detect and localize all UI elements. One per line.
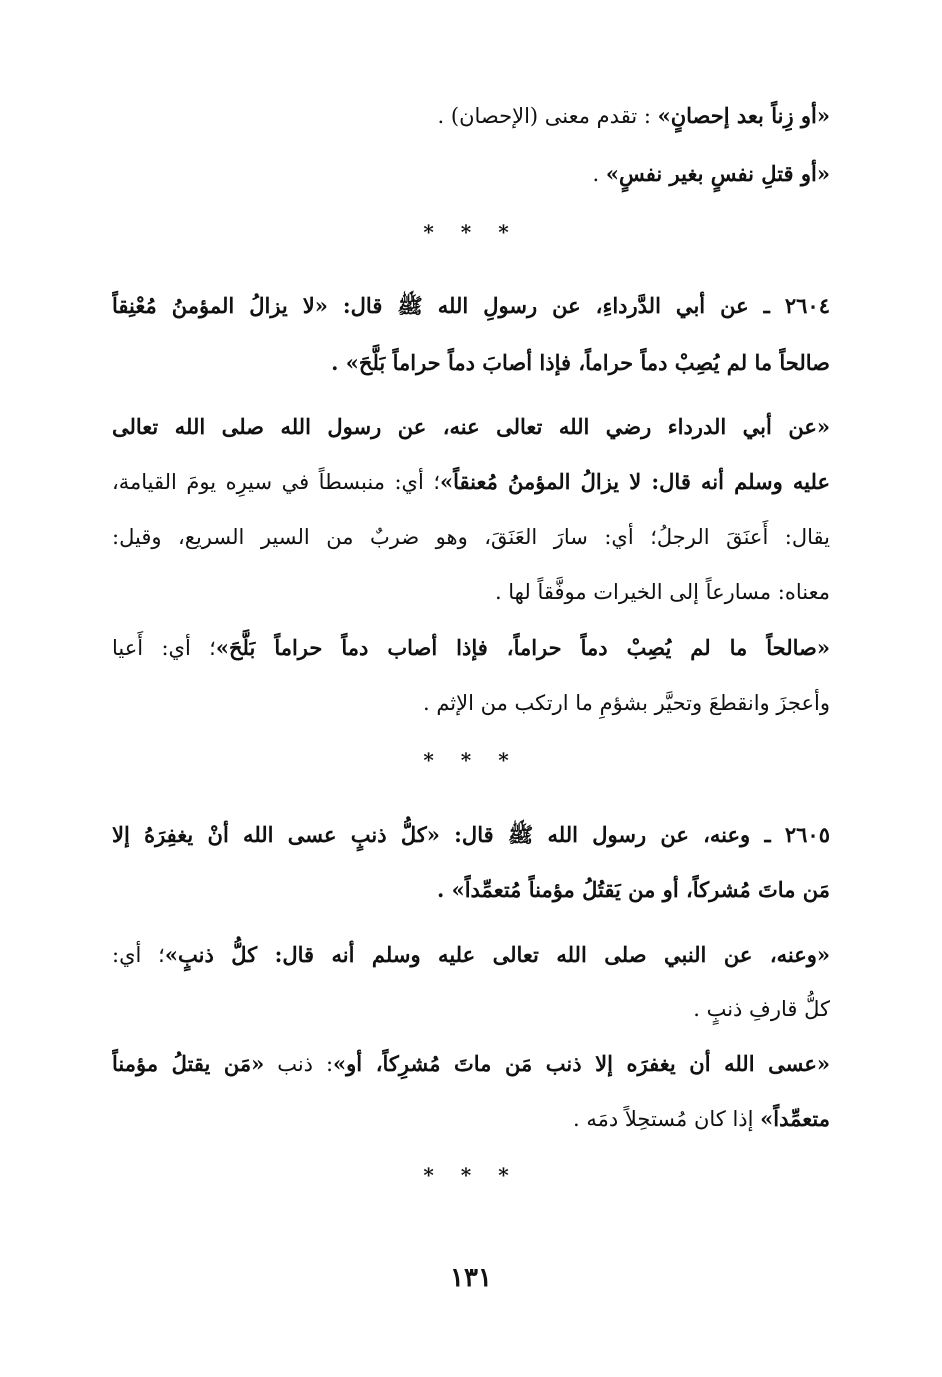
- bold-text-segment: ٢٦٠٤ ـ عن أبي الدَّرداءِ، عن رسولِ الله ﷺ قال: «لا يزالُ المؤمنُ مُعْنِقاً: [112, 293, 830, 318]
- bold-text-segment: صالحاً ما لم يُصِبْ دماً حراماً، فإذا أصابَ دماً حراماً بَلَّحَ» .: [331, 350, 830, 375]
- text-line: [112, 986, 830, 1032]
- text-line: [112, 867, 830, 913]
- text-segment: : ذنب: [264, 1052, 334, 1076]
- text-segment: ؛ أي: منبسطاً في سيرِه يومَ القيامة،: [112, 470, 441, 494]
- bold-text-segment: متعمِّداً»: [760, 1106, 830, 1131]
- text-line: [112, 680, 830, 726]
- text-line: [112, 459, 830, 505]
- bold-text-segment: «أو زِناً بعد إحصانٍ»: [657, 103, 830, 128]
- text-line: [112, 1041, 830, 1087]
- text-segment: .: [592, 162, 606, 186]
- section-separator: * * *: [423, 1163, 519, 1187]
- text-line: [112, 340, 830, 386]
- text-segment: ؛ أي:: [112, 943, 165, 967]
- bold-text-segment: مَن ماتَ مُشركاً، أو من يَقتُلُ مؤمناً مُتعمِّداً» .: [436, 877, 830, 902]
- text-line: [112, 932, 830, 978]
- text-line: [112, 569, 830, 615]
- text-line: [112, 812, 830, 858]
- text-line: [112, 625, 830, 671]
- page-number: ١٣١: [450, 1263, 492, 1293]
- bold-text-segment: عليه وسلم أنه قال: لا يزالُ المؤمنُ مُعنقاً»: [440, 469, 830, 494]
- bold-text-segment: «عن أبي الدرداء رضي الله تعالى عنه، عن رسول الله صلى الله تعالى: [112, 414, 830, 439]
- bold-text-segment: «صالحاً ما لم يُصِبْ دماً حراماً، فإذا أصاب دماً حراماً بَلَّحَ»: [215, 635, 830, 660]
- bold-text-segment: «مَن يقتلُ مؤمناً: [112, 1051, 265, 1076]
- section-separator: * * *: [423, 220, 519, 244]
- text-line: [112, 151, 830, 197]
- bold-text-segment: «وعنه، عن النبي صلى الله تعالى عليه وسلم أنه قال: كلُّ ذنبٍ»: [164, 942, 830, 967]
- text-line: [112, 93, 830, 139]
- text-segment: ؛ أي: أَعيا: [112, 636, 216, 660]
- text-line: [112, 404, 830, 450]
- text-line: [112, 1096, 830, 1142]
- text-segment: كلُّ قارفِ ذنبٍ .: [693, 997, 830, 1021]
- text-segment: إذا كان مُستحِلاً دمَه .: [573, 1107, 761, 1131]
- text-line: [112, 283, 830, 329]
- text-segment: يقال: أَعنَقَ الرجلُ؛ أي: سارَ العَنَقَ، وهو ضربٌ من السير السريع، وقيل:: [112, 525, 830, 549]
- section-separator: * * *: [423, 748, 519, 772]
- bold-text-segment: «أو قتلِ نفسٍ بغير نفسٍ»: [605, 161, 830, 186]
- text-segment: وأعجزَ وانقطعَ وتحيَّر بشؤمِ ما ارتكب من الإثم .: [422, 691, 830, 715]
- text-segment: معناه: مسارعاً إلى الخيرات موفَّقاً لها .: [494, 580, 830, 604]
- text-segment: : تقدم معنى (الإحصان) .: [437, 104, 658, 128]
- bold-text-segment: «عسى الله أن يغفرَه إلا ذنب مَن ماتَ مُشرِكاً، أو»: [333, 1051, 830, 1076]
- bold-text-segment: ٢٦٠٥ ـ وعنه، عن رسول الله ﷺ قال: «كلُّ ذنبٍ عسى الله أنْ يغفِرَهُ إلا: [112, 822, 830, 847]
- text-line: [112, 514, 830, 560]
